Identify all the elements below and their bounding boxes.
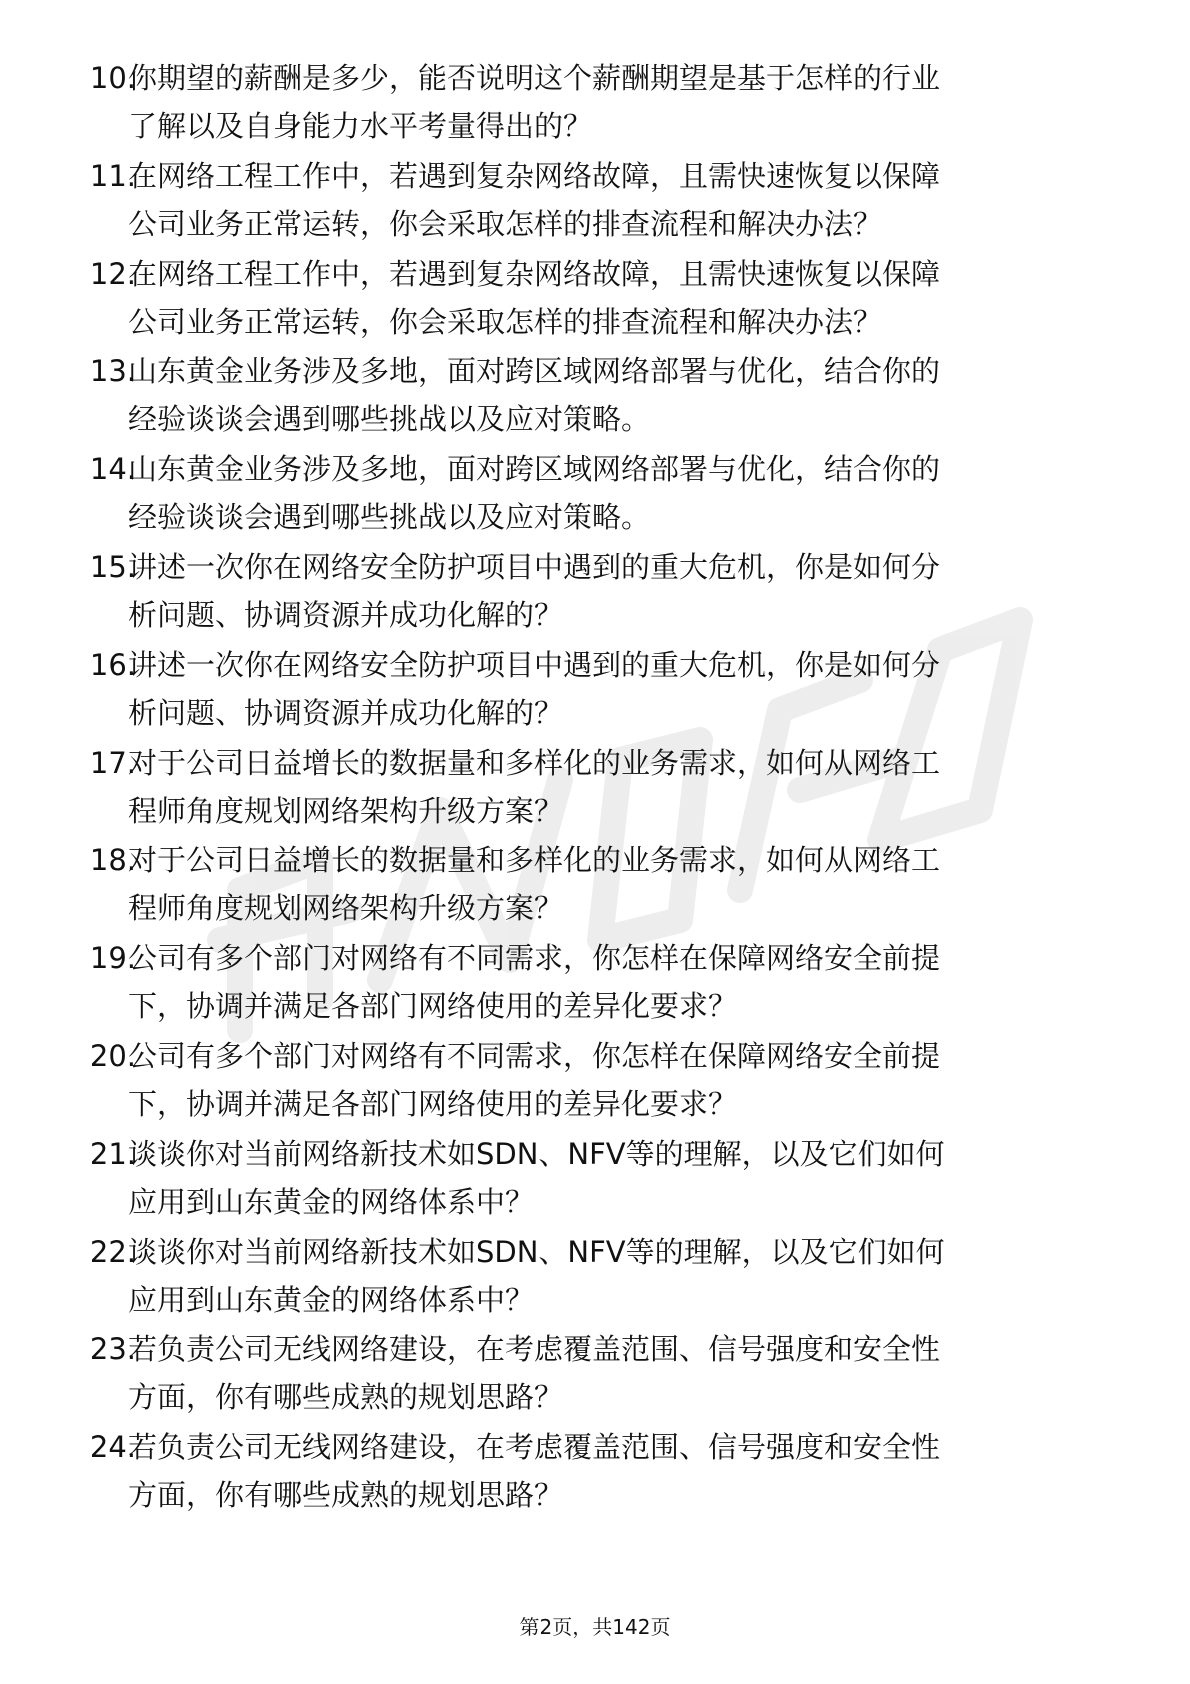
question-text-line: 讲述一次你在网络安全防护项目中遇到的重大危机，你是如何分	[128, 550, 941, 584]
question-text-line: 讲述一次你在网络安全防护项目中遇到的重大危机，你是如何分	[128, 647, 941, 682]
question-number: 15.	[89, 550, 136, 584]
question-number: 18.	[89, 843, 136, 878]
question-text-line: 程师角度规划网络架构升级方案？	[128, 793, 564, 828]
question-number: 13.	[89, 354, 136, 389]
question-item	[0, 836, 1190, 936]
question-text-line: 谈谈你对当前网络新技术如SDN、NFV等的理解，以及它们如何	[128, 1234, 945, 1269]
question-text-line: 下，协调并满足各部门网络使用的差异化要求？	[128, 989, 738, 1024]
question-text-line: 程师角度规划网络架构升级方案？	[128, 891, 564, 926]
question-text-line: 应用到山东黄金的网络体系中？	[128, 1282, 535, 1317]
question-item	[0, 1130, 1190, 1230]
question-number: 12.	[89, 256, 136, 291]
question-item	[0, 934, 1190, 1034]
question-number: 21.	[89, 1136, 136, 1171]
question-text-line: 对于公司日益增长的数据量和多样化的业务需求，如何从网络工	[128, 745, 941, 780]
question-text-line: 方面，你有哪些成熟的规划思路？	[128, 1380, 564, 1415]
question-number: 24.	[89, 1430, 136, 1465]
question-text-line: 应用到山东黄金的网络体系中？	[128, 1184, 535, 1219]
question-item	[0, 1032, 1190, 1132]
question-text-line: 山东黄金业务涉及多地，面对跨区域网络部署与优化，结合你的	[128, 452, 941, 487]
question-number: 20.	[89, 1039, 136, 1073]
question-item	[0, 152, 1190, 252]
question-number: 10.	[89, 61, 136, 95]
question-number: 17.	[89, 745, 136, 780]
question-number: 22.	[89, 1234, 136, 1269]
question-text-line: 谈谈你对当前网络新技术如SDN、NFV等的理解，以及它们如何	[128, 1136, 945, 1171]
question-text-line: 公司有多个部门对网络有不同需求，你怎样在保障网络安全前提	[128, 941, 941, 976]
question-item	[0, 1325, 1190, 1425]
question-item	[0, 641, 1190, 741]
question-text-line: 经验谈谈会遇到哪些挑战以及应对策略。	[128, 402, 651, 437]
question-number: 16.	[89, 647, 136, 682]
question-item	[0, 347, 1190, 447]
question-item	[0, 1423, 1190, 1523]
question-text-line: 对于公司日益增长的数据量和多样化的业务需求，如何从网络工	[128, 843, 941, 878]
question-text-line: 若负责公司无线网络建设，在考虑覆盖范围、信号强度和安全性	[128, 1332, 941, 1367]
question-text-line: 下，协调并满足各部门网络使用的差异化要求？	[128, 1087, 738, 1121]
question-number: 19.	[89, 941, 136, 976]
page-footer: 第2页，共142页	[519, 1615, 671, 1639]
question-text-line: 公司业务正常运转，你会采取怎样的排查流程和解决办法？	[128, 304, 883, 339]
question-item	[0, 250, 1190, 350]
question-text-line: 在网络工程工作中，若遇到复杂网络故障，且需快速恢复以保障	[128, 256, 941, 291]
question-text-line: 若负责公司无线网络建设，在考虑覆盖范围、信号强度和安全性	[128, 1430, 941, 1465]
question-text-line: 了解以及自身能力水平考量得出的？	[128, 109, 593, 143]
question-number: 11.	[89, 158, 136, 193]
question-text-line: 方面，你有哪些成熟的规划思路？	[128, 1478, 564, 1513]
question-text-line: 公司有多个部门对网络有不同需求，你怎样在保障网络安全前提	[128, 1039, 941, 1073]
question-item	[0, 445, 1190, 545]
question-text-line: 你期望的薪酬是多少，能否说明这个薪酬期望是基于怎样的行业	[128, 61, 941, 95]
question-number: 23.	[89, 1332, 136, 1367]
question-text-line: 公司业务正常运转，你会采取怎样的排查流程和解决办法？	[128, 206, 883, 241]
question-text-line: 析问题、协调资源并成功化解的？	[128, 598, 564, 632]
question-text-line: 在网络工程工作中，若遇到复杂网络故障，且需快速恢复以保障	[128, 158, 941, 193]
question-item	[0, 54, 1190, 154]
question-item	[0, 739, 1190, 839]
question-item	[0, 1228, 1190, 1328]
question-text-line: 山东黄金业务涉及多地，面对跨区域网络部署与优化，结合你的	[128, 354, 941, 389]
question-item	[0, 543, 1190, 643]
question-text-line: 经验谈谈会遇到哪些挑战以及应对策略。	[128, 500, 651, 535]
question-number: 14.	[89, 452, 136, 487]
question-text-line: 析问题、协调资源并成功化解的？	[128, 695, 564, 730]
